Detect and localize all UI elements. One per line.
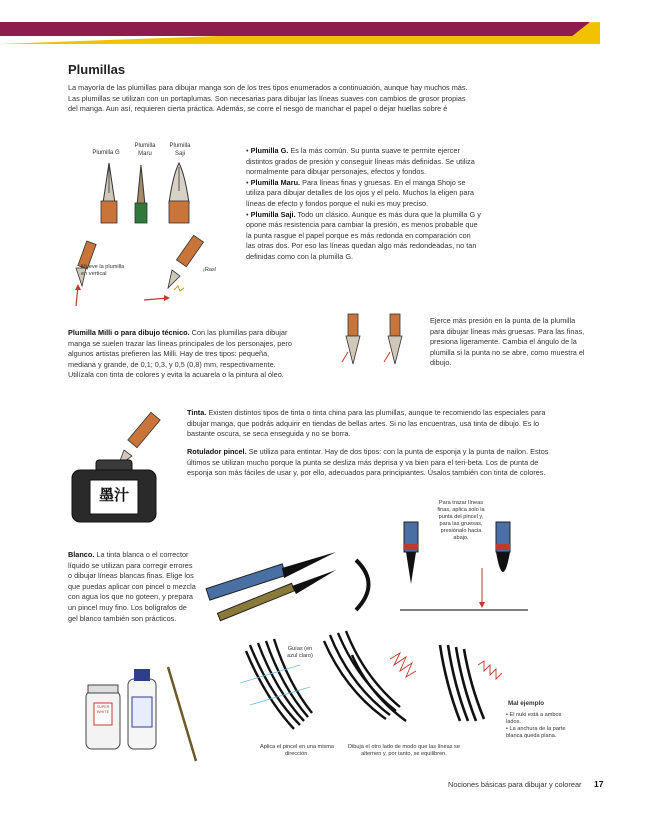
page-number: 17 (594, 779, 604, 789)
white-paragraph: Blanco. La tinta blanca o el corrector líquido se utilizan para corregir errores o dibujar líneas blancas finas. Elige los que puedas aplicar con pincel o mezcla con agua los que no goteen, y prepara un pincel muy fino. Los bolígrafos de gel blanco también son prácticos. (68, 550, 196, 623)
brush-pressure-illustration (400, 522, 530, 612)
pressure-nibs-illustration (340, 312, 420, 372)
bad-example-point: • El nuki está a ambos lados. (506, 712, 562, 725)
nib-type-g: • Plumilla G. Es la más común. Su punta suave te permite ejercer distintos grados de presión y conseguir líneas más definidas. Se utiliza normalmente para dibujar personajes, efectos y fondos. (246, 146, 475, 177)
guides-label: Guías (en azul claro) (287, 646, 313, 659)
footer-title: Nociones básicas para dibujar y colorear (448, 780, 582, 789)
white-corrector-illustration (84, 667, 204, 767)
page-heading: Plumillas (68, 62, 126, 77)
fine-lines-note: Para trazar líneas finas, aplica solo la punta del pincel y, para las gruesas, presiónalo hacia abajo. (437, 500, 485, 541)
caption-alternate: Dibuja el otro lado de modo que las líneas se alternen y, por tanto, se equilibren. (348, 744, 460, 757)
bad-example-point: • La anchura de la parte blanca queda plana. (506, 726, 566, 739)
bad-example-title: Mal ejemplo (508, 700, 545, 707)
label-plumilla-maru: Plumilla Maru (134, 143, 156, 157)
milli-paragraph: Plumilla Milli o para dibujo técnico. Con las plumillas para dibujar manga se suelen trazar las líneas principales de los personajes, pero algunos artistas prefieren las Milli. Hay de tres tipos: pequeña, mediana y grande, de 0,1; 0,3, y 0,5 (0,8) mm, respectivamente. Utilízala con tinta de colores y evita la acuarela o la pintura al óleo. (68, 328, 292, 380)
ink-paragraph: Tinta. Existen distintos tipos de tinta o tinta china para las plumillas, aunque te recomiendo las especiales para dibujar manga, que podrás adquirir en tiendas de bellas artes. Si no las encuentras, usa tinta de dibujo. Es lo bastante oscura, se seca enseguida y no se borra. (187, 408, 546, 439)
ink-bottle-label: 墨汁 (98, 486, 129, 504)
nib-maru-icon (135, 165, 147, 223)
pressure-paragraph: Ejerce más presión en la punta de la plumilla para dibujar líneas más gruesas. Para las finas, presiona ligeramente. Cambia el ángulo de la plumilla si la punta no se abre, como muestra el dibujo. (430, 316, 585, 368)
nib-types-list (246, 146, 482, 263)
header-band (0, 22, 590, 36)
nib-type-saji: • Plumilla Saji. Todo un clásico. Aunque es más dura que la plumilla G y opone más resistencia para cambiar la presión, es menos probable que la punta rasgue el papel porque es más redonda en comparación con las otras dos. Por eso las líneas quedan algo más redondeadas, no tan definidas como con la plumilla G. (246, 209, 481, 261)
ras-label: ¡Ras! (203, 267, 217, 273)
nib-type-maru: • Plumilla Maru. Para líneas finas y gruesas. En el manga Shojo se utiliza para dibujar detalles de los ojos y el pelo. Muchos la eligen para líneas de efecto y fondos porque el nuki es muy preciso. (246, 177, 474, 208)
nibs-illustration (95, 163, 205, 225)
caption-same-direction: Aplica el pincel en una misma dirección. (260, 744, 334, 757)
label-plumilla-saji: Plumilla Saji (169, 143, 191, 157)
ink-bottle-illustration (68, 410, 178, 525)
nib-g-icon (101, 163, 117, 223)
vertical-move-label: Mueve la plumilla en vertical (81, 264, 125, 277)
brush-pens-illustration (206, 548, 396, 618)
label-plumilla-g: Plumilla G (92, 150, 120, 156)
brush-pen-paragraph: Rotulador pincel. Se utiliza para entintar. Hay de dos tipos: con la punta de esponja y la punta de nailon. Estos últimos se utilizan mucho porque la punta se desliza más deprisa y va bien para el teri-beta. Los de punta de esponja son más fáciles de usar y, por ello, adecuados para principiantes. Úsalos también con tinta de colores. (187, 447, 549, 478)
hatching-strokes-illustration (240, 625, 520, 740)
intro-paragraph: La mayoría de las plumillas para dibujar manga son de los tres tipos enumerados a continuación, aunque hay muchos más. Las plumillas se utilizan con un portaplumas. Son necesarias para dibujar las líneas suaves con cambios de grosor propias del manga. Aun así, requieren cierta práctica. Además, se corre el riesgo de manchar el papel o dejar huellas sobre é (68, 83, 468, 114)
nib-saji-icon (169, 163, 189, 223)
white-jar-label: SUPER WHITE (96, 705, 110, 714)
bad-example-list (506, 712, 572, 740)
